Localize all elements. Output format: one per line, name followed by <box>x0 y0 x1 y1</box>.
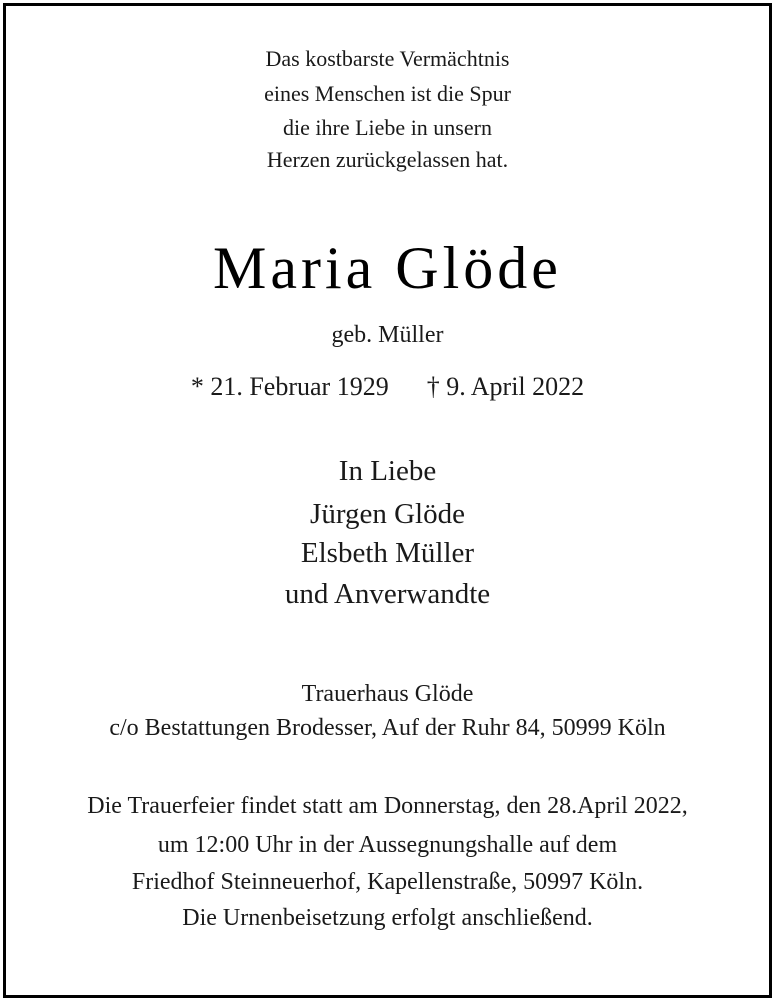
motto-line: Das kostbarste Vermächtnis <box>265 46 510 71</box>
mourner-line: Elsbeth Müller <box>300 537 475 569</box>
life-dates <box>0 372 775 402</box>
birth-name: geb. Müller <box>331 322 444 348</box>
service-line: Die Trauerfeier findet statt am Donnerstag, den 28.April 2022, <box>87 793 688 819</box>
deceased-name: Maria Glöde <box>213 235 562 301</box>
service-line: Friedhof Steinneuerhof, Kapellenstraße, 50997 Köln. <box>131 869 644 895</box>
service-line: um 12:00 Uhr in der Aussegnungshalle auf dem <box>157 832 618 858</box>
mourner-line: Jürgen Glöde <box>310 498 465 530</box>
birth-date: * 21. Februar 1929 <box>190 372 389 401</box>
mourner-line: und Anverwandte <box>284 578 491 610</box>
address-line: c/o Bestattungen Brodesser, Auf der Ruhr 84, 50999 Köln <box>109 715 666 741</box>
death-date: † 9. April 2022 <box>426 372 585 401</box>
motto-line: die ihre Liebe in unsern <box>283 115 492 140</box>
address-line: Trauerhaus Glöde <box>301 681 474 707</box>
mourner-line: In Liebe <box>338 455 437 487</box>
motto-line: Herzen zurückgelassen hat. <box>266 147 509 172</box>
motto-line: eines Menschen ist die Spur <box>264 81 511 106</box>
service-line: Die Urnenbeisetzung erfolgt anschließend. <box>182 905 593 931</box>
